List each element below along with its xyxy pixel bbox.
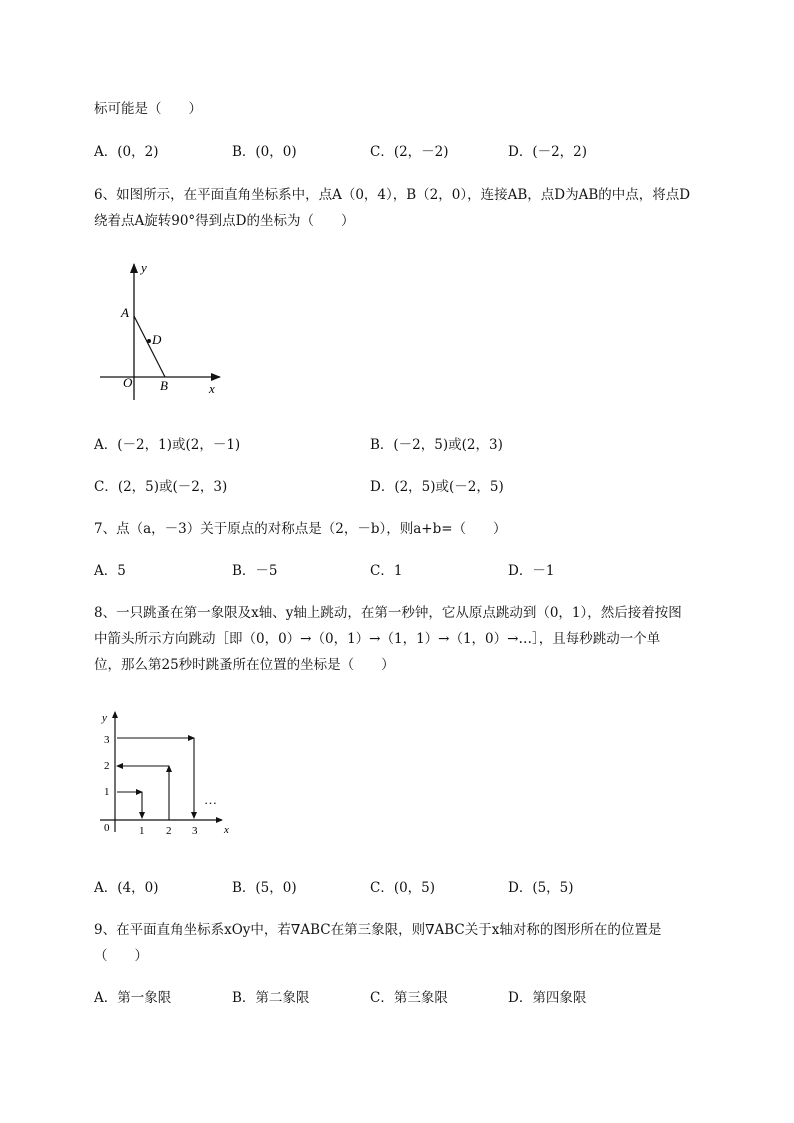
q7-stem: 7、点（a，－3）关于原点的对称点是（2，－b），则a+b=（ ） <box>94 521 507 537</box>
q7-option-c: C．1 <box>370 563 403 579</box>
q8-tick-x3: 3 <box>192 825 198 837</box>
q5-option-a: A．(0，2) <box>94 144 159 160</box>
q8-tick-y2: 2 <box>104 760 110 772</box>
q9-stem-line2: （ ） <box>94 948 148 964</box>
q6-stem-line2: 绕着点A旋转90°得到点D的坐标为（ ） <box>94 213 355 229</box>
q6-option-c: C．(2，5)或(－2，3) <box>94 479 228 495</box>
q8-option-c: C．(0，5) <box>370 880 436 896</box>
q8-label-y: y <box>102 712 107 724</box>
q8-tick-y3: 3 <box>104 734 110 746</box>
q9-option-a: A．第一象限 <box>94 990 172 1006</box>
q6-label-y: y <box>141 260 147 275</box>
q5-option-b: B．(0，0) <box>232 144 297 160</box>
q6-point-d <box>147 339 151 343</box>
q8-option-b: B．(5，0) <box>232 880 297 896</box>
q5-option-c: C．(2，－2) <box>370 144 449 160</box>
q9-option-c: C．第三象限 <box>370 990 448 1006</box>
q5-stem-tail: 标可能是（ ） <box>94 101 202 117</box>
q6-label-d: D <box>152 332 162 347</box>
q8-ellipsis: … <box>204 792 217 807</box>
q6-option-a: A．(－2，1)或(2，－1) <box>94 437 241 453</box>
q6-option-b: B．(－2，5)或(2，3) <box>370 437 503 453</box>
q8-label-x: x <box>224 824 229 836</box>
q8-option-d: D．(5，5) <box>508 880 574 896</box>
q8-figure <box>98 706 238 840</box>
q8-tick-y1: 1 <box>104 786 110 798</box>
q8-tick-x1: 1 <box>139 825 145 837</box>
q8-stem-line1: 8、一只跳蚤在第一象限及x轴、y轴上跳动，在第一秒钟，它从原点跳动到（0，1），然后接着按图 <box>94 605 682 621</box>
q7-option-b: B．－5 <box>232 563 278 579</box>
q6-label-a: A <box>121 305 129 320</box>
q6-stem-line1: 6、如图所示，在平面直角坐标系中，点A（0，4），B（2，0），连接AB，点D为AB的中点，将点D <box>94 187 691 203</box>
q5-option-d: D．(－2，2) <box>508 144 588 160</box>
q9-stem-line1: 9、在平面直角坐标系xOy中，若∇ABC在第三象限，则∇ABC关于x轴对称的图形所在的位置是 <box>94 922 662 938</box>
q8-stem-line2: 中箭头所示方向跳动［即（0，0）→（0，1）→（1，1）→（1，0）→…］，且每秒跳动一个单 <box>94 631 661 647</box>
q8-origin-label: 0 <box>104 822 110 834</box>
q8-tick-x2: 2 <box>166 825 172 837</box>
q9-option-b: B．第二象限 <box>232 990 310 1006</box>
q6-label-o: O <box>123 375 133 390</box>
q9-option-d: D．第四象限 <box>508 990 587 1006</box>
q6-option-d: D．(2，5)或(－2，5) <box>370 479 504 495</box>
q6-label-b: B <box>160 378 168 393</box>
q7-option-a: A．5 <box>94 563 126 579</box>
q7-option-d: D．－1 <box>508 563 555 579</box>
q8-option-a: A．(4，0) <box>94 880 159 896</box>
q8-stem-line3: 位，那么第25秒时跳蚤所在位置的坐标是（ ） <box>94 657 395 673</box>
q6-figure <box>96 258 226 403</box>
q6-label-x: x <box>209 381 215 396</box>
